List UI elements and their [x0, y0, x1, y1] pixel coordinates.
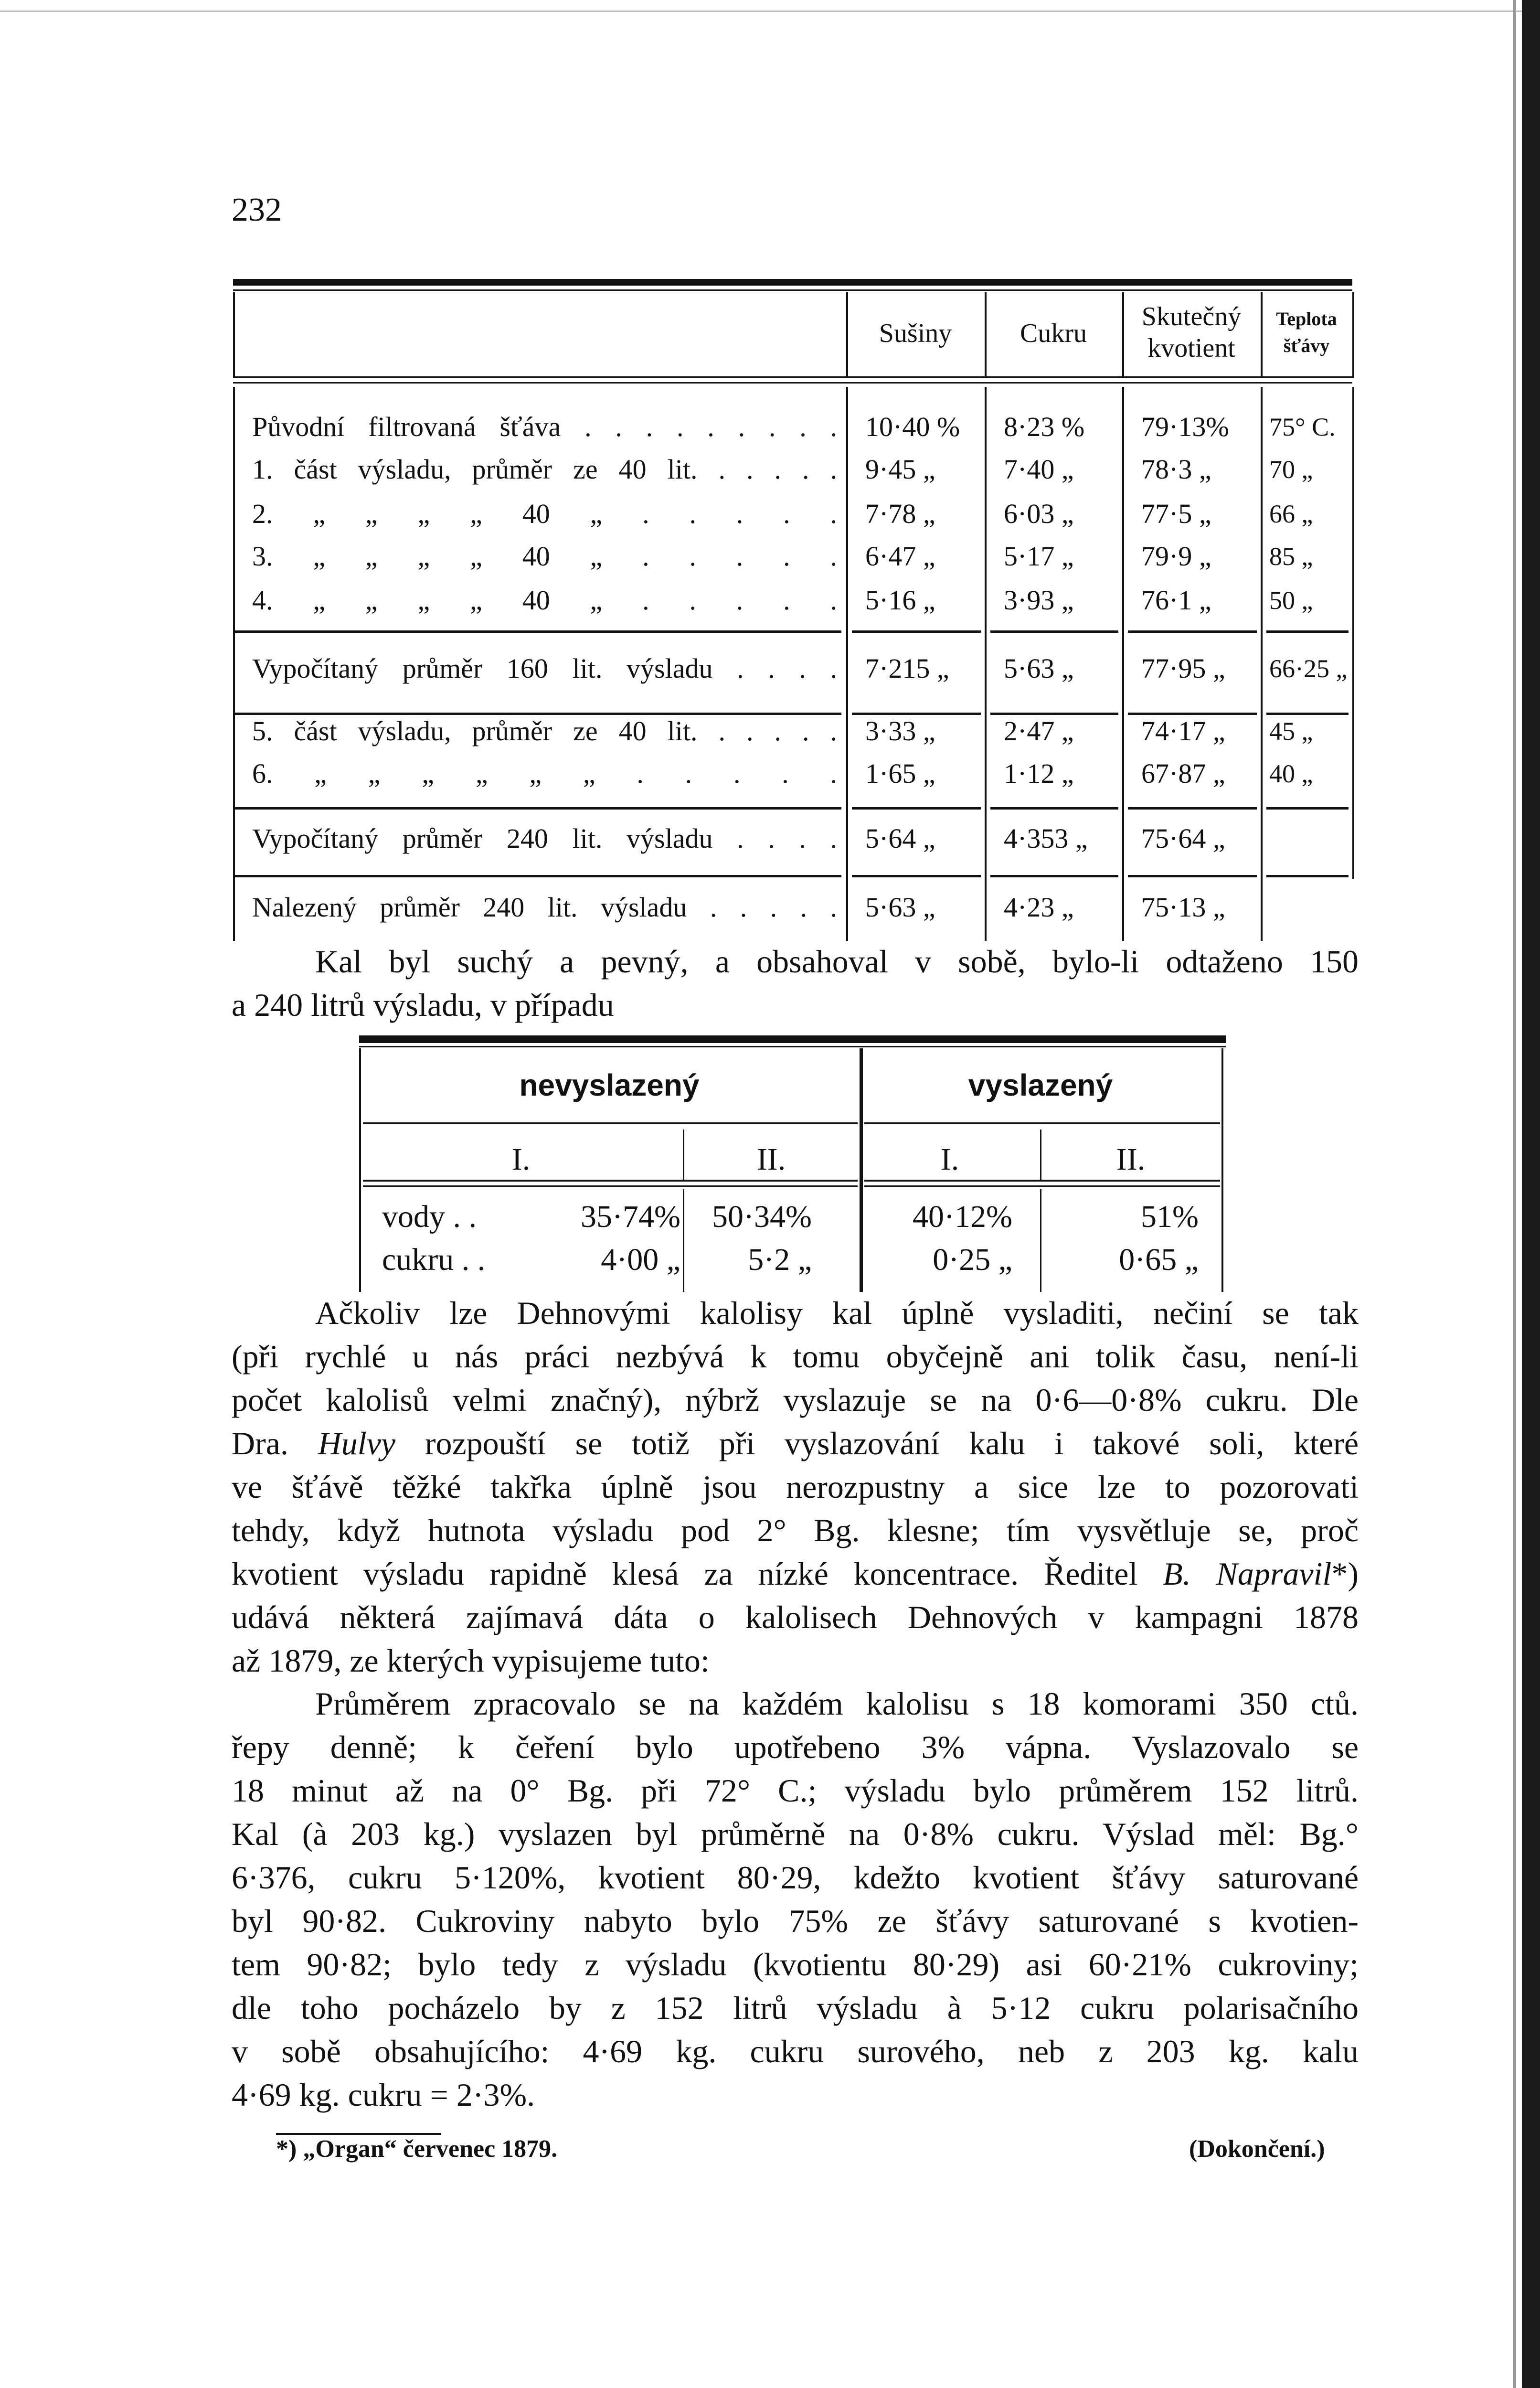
group-separator — [235, 630, 841, 633]
text-line: byl 90·82. Cukroviny nabyto bylo 75% ze šťávy saturované s kvotien- — [232, 1903, 1359, 1939]
cell-value: 66 „ — [1269, 500, 1313, 528]
continued-note: (Dokončení.) — [1189, 2135, 1325, 2163]
group-separator — [852, 875, 981, 877]
text-line: Průměrem zpracovalo se na každém kalolisu s 18 komorami 350 ctů. — [315, 1685, 1359, 1722]
text-line: tehdy, když hutnota výsladu pod 2° Bg. klesne; tím vysvětluje se, proč — [232, 1512, 1359, 1548]
group-header: nevyslazený — [519, 1068, 700, 1102]
row-label: Původní filtrovaná šťáva . . . . . . . . . — [252, 411, 837, 442]
cell-value: 5·63 „ — [865, 892, 935, 923]
table-rule — [864, 1185, 1220, 1187]
column-header: Sušiny — [879, 319, 952, 348]
sub-header: II. — [1116, 1142, 1146, 1177]
text-segment: rozpouští se totiž při vyslazování kalu i takové soli, které — [395, 1425, 1359, 1461]
group-separator — [235, 875, 841, 877]
cell-value: 7·78 „ — [865, 498, 935, 529]
group-separator — [852, 807, 981, 810]
column-divider — [1221, 1048, 1223, 1292]
cell-value: 0·65 „ — [1119, 1242, 1199, 1277]
group-header: vyslazený — [968, 1068, 1113, 1102]
cell-value: 40 „ — [1269, 759, 1313, 788]
group-separator — [1128, 807, 1257, 810]
column-header: Cukru — [1020, 319, 1087, 348]
text-line: řepy denně; k čeření bylo upotřebeno 3% vápna. Vyslazovalo se — [232, 1729, 1359, 1765]
cell-value: 5·64 „ — [865, 823, 935, 854]
text-line: ve šťávě těžké takřka úplně jsou nerozpustny a sice lze to pozorovati — [232, 1469, 1359, 1505]
table-rule — [363, 1185, 858, 1187]
text-line: Kal (à 203 kg.) vyslazen byl průměrně na 0·8% cukru. Výslad měl: Bg.° — [232, 1816, 1359, 1852]
cell-value: 2·47 „ — [1004, 715, 1074, 746]
text-line — [232, 1422, 1359, 1465]
footnote: *) „Organ“ červenec 1879. — [276, 2135, 558, 2163]
cell-value: 7·215 „ — [865, 653, 949, 684]
group-separator — [990, 807, 1118, 810]
table-rule — [363, 1180, 858, 1182]
cell-value: 75° C. — [1269, 413, 1336, 441]
column-divider — [1122, 387, 1124, 941]
text-line — [232, 1552, 1359, 1596]
cell-value: 79·13% — [1141, 411, 1229, 442]
table-rule — [233, 382, 1352, 384]
text-line: počet kalolisů velmi značný), nýbrž vyslazuje se na 0·6—0·8% cukru. Dle — [232, 1382, 1359, 1418]
group-separator — [235, 807, 841, 810]
row-label: 5. část výsladu, průměr ze 40 lit. . . . . . — [252, 715, 837, 746]
table-top-rule — [359, 1035, 1226, 1043]
cell-value: 77·95 „ — [1141, 653, 1225, 684]
cell-value: 50 „ — [1269, 586, 1313, 615]
row-label: 1. část výsladu, průměr ze 40 lit. . . . . . — [252, 454, 837, 485]
text-line: udává některá zajímavá dáta o kalolisech Dehnových v kampagni 1878 — [232, 1599, 1359, 1635]
italic-name: B. Napravil — [1163, 1556, 1332, 1592]
cell-value: 78·3 „ — [1141, 454, 1211, 485]
cell-value: 74·17 „ — [1141, 715, 1225, 746]
text-line: 18 minut až na 0° Bg. při 72° C.; výsladu bylo průměrem 152 litrů. — [232, 1772, 1359, 1809]
cell-value: 5·2 „ — [748, 1242, 812, 1277]
row-label: Nalezený průměr 240 lit. výsladu . . . . . — [252, 892, 837, 923]
table-rule — [864, 1122, 1220, 1124]
text-segment: *) — [1331, 1556, 1359, 1592]
column-divider — [985, 387, 987, 941]
group-separator — [1266, 630, 1349, 633]
cell-value: 10·40 % — [865, 411, 960, 442]
table-rule — [864, 1180, 1220, 1182]
cell-value: 5·16 „ — [865, 585, 935, 616]
column-divider — [846, 387, 848, 941]
sub-header: I. — [511, 1142, 531, 1177]
italic-name: Hulvy — [318, 1425, 396, 1461]
text-line: Ačkoliv lze Dehnovými kalolisy kal úplně vysladiti, nečiní se tak — [315, 1295, 1359, 1331]
group-separator — [1128, 875, 1257, 877]
cell-value: 50·34% — [712, 1199, 812, 1234]
sub-header: II. — [756, 1142, 786, 1177]
row-label: 6. „ „ „ „ „ „ . . . . . — [252, 758, 837, 789]
cell-value: 8·23 % — [1004, 411, 1085, 442]
cell-value: 3·93 „ — [1004, 585, 1074, 616]
cell-value: 77·5 „ — [1141, 498, 1211, 529]
row-label: Vypočítaný průměr 240 lit. výsladu . . . . — [252, 823, 837, 854]
group-separator — [1266, 875, 1349, 877]
cell-value: 51% — [1141, 1199, 1199, 1234]
row-label: cukru . . — [382, 1242, 486, 1277]
cell-value: 75·64 „ — [1141, 823, 1225, 854]
row-label: 3. „ „ „ „ 40 „ . . . . . — [252, 541, 837, 572]
cell-value: 3·33 „ — [865, 715, 935, 746]
row-label: 4. „ „ „ „ 40 „ . . . . . — [252, 585, 837, 616]
cell-value: 67·87 „ — [1141, 758, 1225, 789]
text-line: tem 90·82; bylo tedy z výsladu (kvotientu 80·29) asi 60·21% cukroviny; — [232, 1946, 1359, 1983]
text-line: dle toho pocházelo by z 152 litrů výsladu à 5·12 cukru polarisačního — [232, 1990, 1359, 2026]
group-separator — [1266, 807, 1349, 810]
cell-value: 1·12 „ — [1004, 758, 1074, 789]
column-divider — [233, 387, 235, 941]
text-line: (při rychlé u nás práci nezbývá k tomu obyčejně ani tolik času, není-li — [232, 1338, 1359, 1375]
cell-value: 0·25 „ — [933, 1242, 1012, 1277]
cell-value: 6·47 „ — [865, 541, 935, 572]
cell-value: 9·45 „ — [865, 454, 935, 485]
cell-value: 6·03 „ — [1004, 498, 1074, 529]
group-separator — [1128, 630, 1257, 633]
table-top-rule — [233, 279, 1352, 286]
text-segment: Dra. — [232, 1425, 318, 1461]
text-segment: kvotient výsladu rapidně klesá za nízké koncentrace. Ředitel — [232, 1556, 1163, 1592]
text-line: až 1879, ze kterých vypisujeme tuto: — [232, 1642, 710, 1679]
table-rule — [233, 289, 1352, 291]
cell-value: 85 „ — [1269, 542, 1313, 571]
table-rule — [233, 376, 1352, 378]
group-separator — [990, 630, 1118, 633]
text-line: Kal byl suchý a pevný, a obsahoval v sobě, bylo-li odtaženo 150 — [315, 943, 1359, 980]
column-divider — [1352, 292, 1354, 378]
cell-value: 35·74% — [581, 1199, 680, 1234]
table-rule — [363, 1122, 858, 1124]
row-label: 2. „ „ „ „ 40 „ . . . . . — [252, 498, 837, 529]
text-line: a 240 litrů výsladu, v případu — [232, 987, 614, 1023]
cell-value: 75·13 „ — [1141, 892, 1225, 923]
cell-value: 4·353 „ — [1004, 823, 1088, 854]
cell-value: 4·23 „ — [1004, 892, 1074, 923]
scan-right-edge — [1522, 0, 1540, 2388]
cell-value: 40·12% — [913, 1199, 1012, 1234]
text-line: 6·376, cukru 5·120%, kvotient 80·29, kdežto kvotient šťávy saturované — [232, 1859, 1359, 1896]
column-divider — [1352, 387, 1354, 879]
column-divider — [233, 292, 235, 378]
text-line: 4·69 kg. cukru = 2·3%. — [232, 2077, 535, 2113]
group-separator — [990, 875, 1118, 877]
cell-value: 45 „ — [1269, 717, 1313, 746]
row-label: Vypočítaný průměr 160 lit. výsladu . . . . — [252, 653, 837, 684]
cell-value: 5·17 „ — [1004, 541, 1074, 572]
group-separator — [852, 630, 981, 633]
column-divider — [1261, 387, 1263, 941]
cell-value: 66·25 „ — [1269, 654, 1348, 683]
cell-value: 1·65 „ — [865, 758, 935, 789]
scan-edge-line — [1513, 0, 1516, 2388]
row-label: vody . . — [382, 1199, 477, 1234]
page-number: 232 — [232, 192, 282, 228]
cell-value: 4·00 „ — [601, 1242, 680, 1277]
cell-value: 7·40 „ — [1004, 454, 1074, 485]
column-header: Skutečný kvotient — [1141, 302, 1242, 363]
text-line: v sobě obsahujícího: 4·69 kg. cukru surového, neb z 203 kg. kalu — [232, 2033, 1359, 2069]
column-header: Teplota šťávy — [1276, 308, 1337, 356]
sub-header: I. — [940, 1142, 959, 1177]
cell-value: 76·1 „ — [1141, 585, 1211, 616]
cell-value: 79·9 „ — [1141, 541, 1211, 572]
table-rule — [359, 1046, 1226, 1047]
cell-value: 5·63 „ — [1004, 653, 1074, 684]
scan-top-edge — [0, 11, 1540, 12]
cell-value: 70 „ — [1269, 455, 1313, 484]
